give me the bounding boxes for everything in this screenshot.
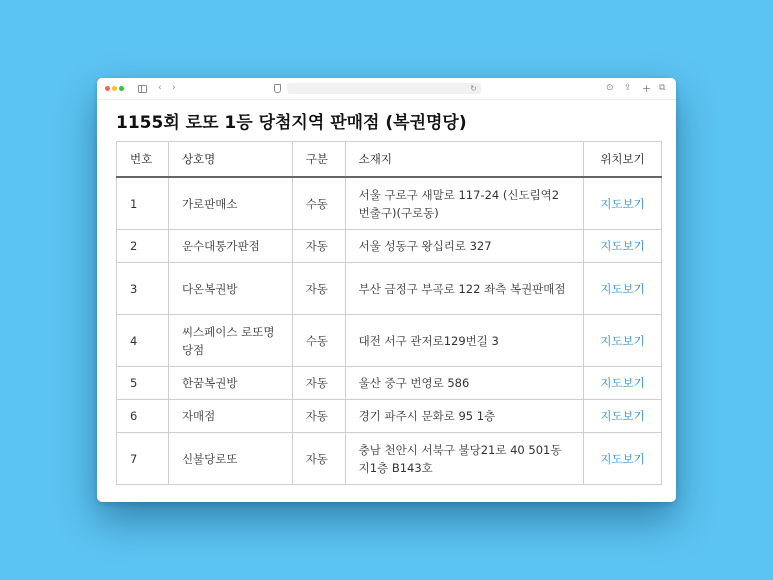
row-type: 자동 [292, 263, 345, 315]
map-link[interactable]: 지도보기 [600, 196, 645, 211]
table-row [117, 433, 662, 485]
row-map-cell [584, 367, 662, 400]
tab-overview-icon[interactable]: ⧉ [659, 83, 666, 93]
table-header-row [117, 142, 662, 178]
header-map: 위치보기 [584, 142, 662, 178]
row-num: 3 [117, 263, 169, 315]
privacy-shield-icon[interactable] [274, 84, 281, 93]
download-icon[interactable]: ⊙ [606, 83, 614, 93]
row-type: 자동 [292, 367, 345, 400]
map-link[interactable]: 지도보기 [600, 239, 645, 253]
row-num: 1 [117, 177, 169, 230]
row-map-cell [584, 177, 662, 230]
row-address: 서울 구로구 새말로 117-24 (신도림역2번출구)(구로동) [345, 177, 583, 230]
row-store-name: 운수대통가판점 [168, 230, 292, 263]
row-type: 수동 [292, 177, 345, 230]
row-store-name: 신불당로또 [168, 433, 292, 485]
row-address: 경기 파주시 문화로 95 1층 [345, 400, 583, 433]
browser-window [97, 78, 676, 502]
page-title: 1155회 로또 1등 당첨지역 판매점 (복권명당) [116, 113, 467, 133]
close-button[interactable] [105, 86, 110, 91]
new-tab-icon[interactable]: + [642, 82, 652, 95]
table-row [117, 177, 662, 230]
forward-icon[interactable]: › [172, 83, 176, 93]
row-address: 서울 성동구 왕십리로 327 [345, 230, 583, 263]
row-type: 수동 [292, 315, 345, 367]
row-map-cell [584, 315, 662, 367]
row-map-cell [584, 263, 662, 315]
zoom-button[interactable] [119, 86, 124, 91]
share-icon[interactable]: ⇪ [624, 83, 632, 93]
minimize-button[interactable] [112, 86, 117, 91]
row-address: 부산 금정구 부곡로 122 좌측 복권판매점 [345, 263, 583, 315]
row-type: 자동 [292, 433, 345, 485]
row-store-name: 다온복권방 [168, 263, 292, 315]
reload-icon[interactable]: ↻ [470, 84, 477, 93]
row-address: 대전 서구 관저로129번길 3 [345, 315, 583, 367]
row-store-name: 씨스페이스 로또명당점 [168, 315, 292, 367]
map-link[interactable]: 지도보기 [600, 333, 645, 348]
row-map-cell [584, 400, 662, 433]
row-map-cell [584, 433, 662, 485]
row-address: 울산 중구 번영로 586 [345, 367, 583, 400]
address-bar[interactable] [287, 83, 481, 94]
table-row [117, 367, 662, 400]
map-link[interactable]: 지도보기 [600, 281, 645, 296]
row-type: 자동 [292, 230, 345, 263]
sidebar-icon[interactable] [138, 85, 147, 93]
row-map-cell [584, 230, 662, 263]
back-icon[interactable]: ‹ [158, 83, 162, 93]
row-num: 2 [117, 230, 169, 263]
row-num: 5 [117, 367, 169, 400]
browser-toolbar [97, 78, 676, 100]
map-link[interactable]: 지도보기 [600, 376, 645, 390]
row-num: 6 [117, 400, 169, 433]
row-num: 4 [117, 315, 169, 367]
header-address: 소재지 [345, 142, 583, 178]
store-table [116, 141, 662, 485]
row-num: 7 [117, 433, 169, 485]
header-num: 번호 [117, 142, 169, 178]
table-row [117, 315, 662, 367]
row-store-name: 자매점 [168, 400, 292, 433]
map-link[interactable]: 지도보기 [600, 451, 645, 466]
row-store-name: 가로판매소 [168, 177, 292, 230]
row-address: 충남 천안시 서북구 불당21로 40 501동 지1층 B143호 [345, 433, 583, 485]
map-link[interactable]: 지도보기 [600, 409, 645, 423]
table-row [117, 230, 662, 263]
row-store-name: 한꿈복권방 [168, 367, 292, 400]
header-type: 구분 [292, 142, 345, 178]
table-row [117, 400, 662, 433]
row-type: 자동 [292, 400, 345, 433]
header-name: 상호명 [168, 142, 292, 178]
table-row [117, 263, 662, 315]
